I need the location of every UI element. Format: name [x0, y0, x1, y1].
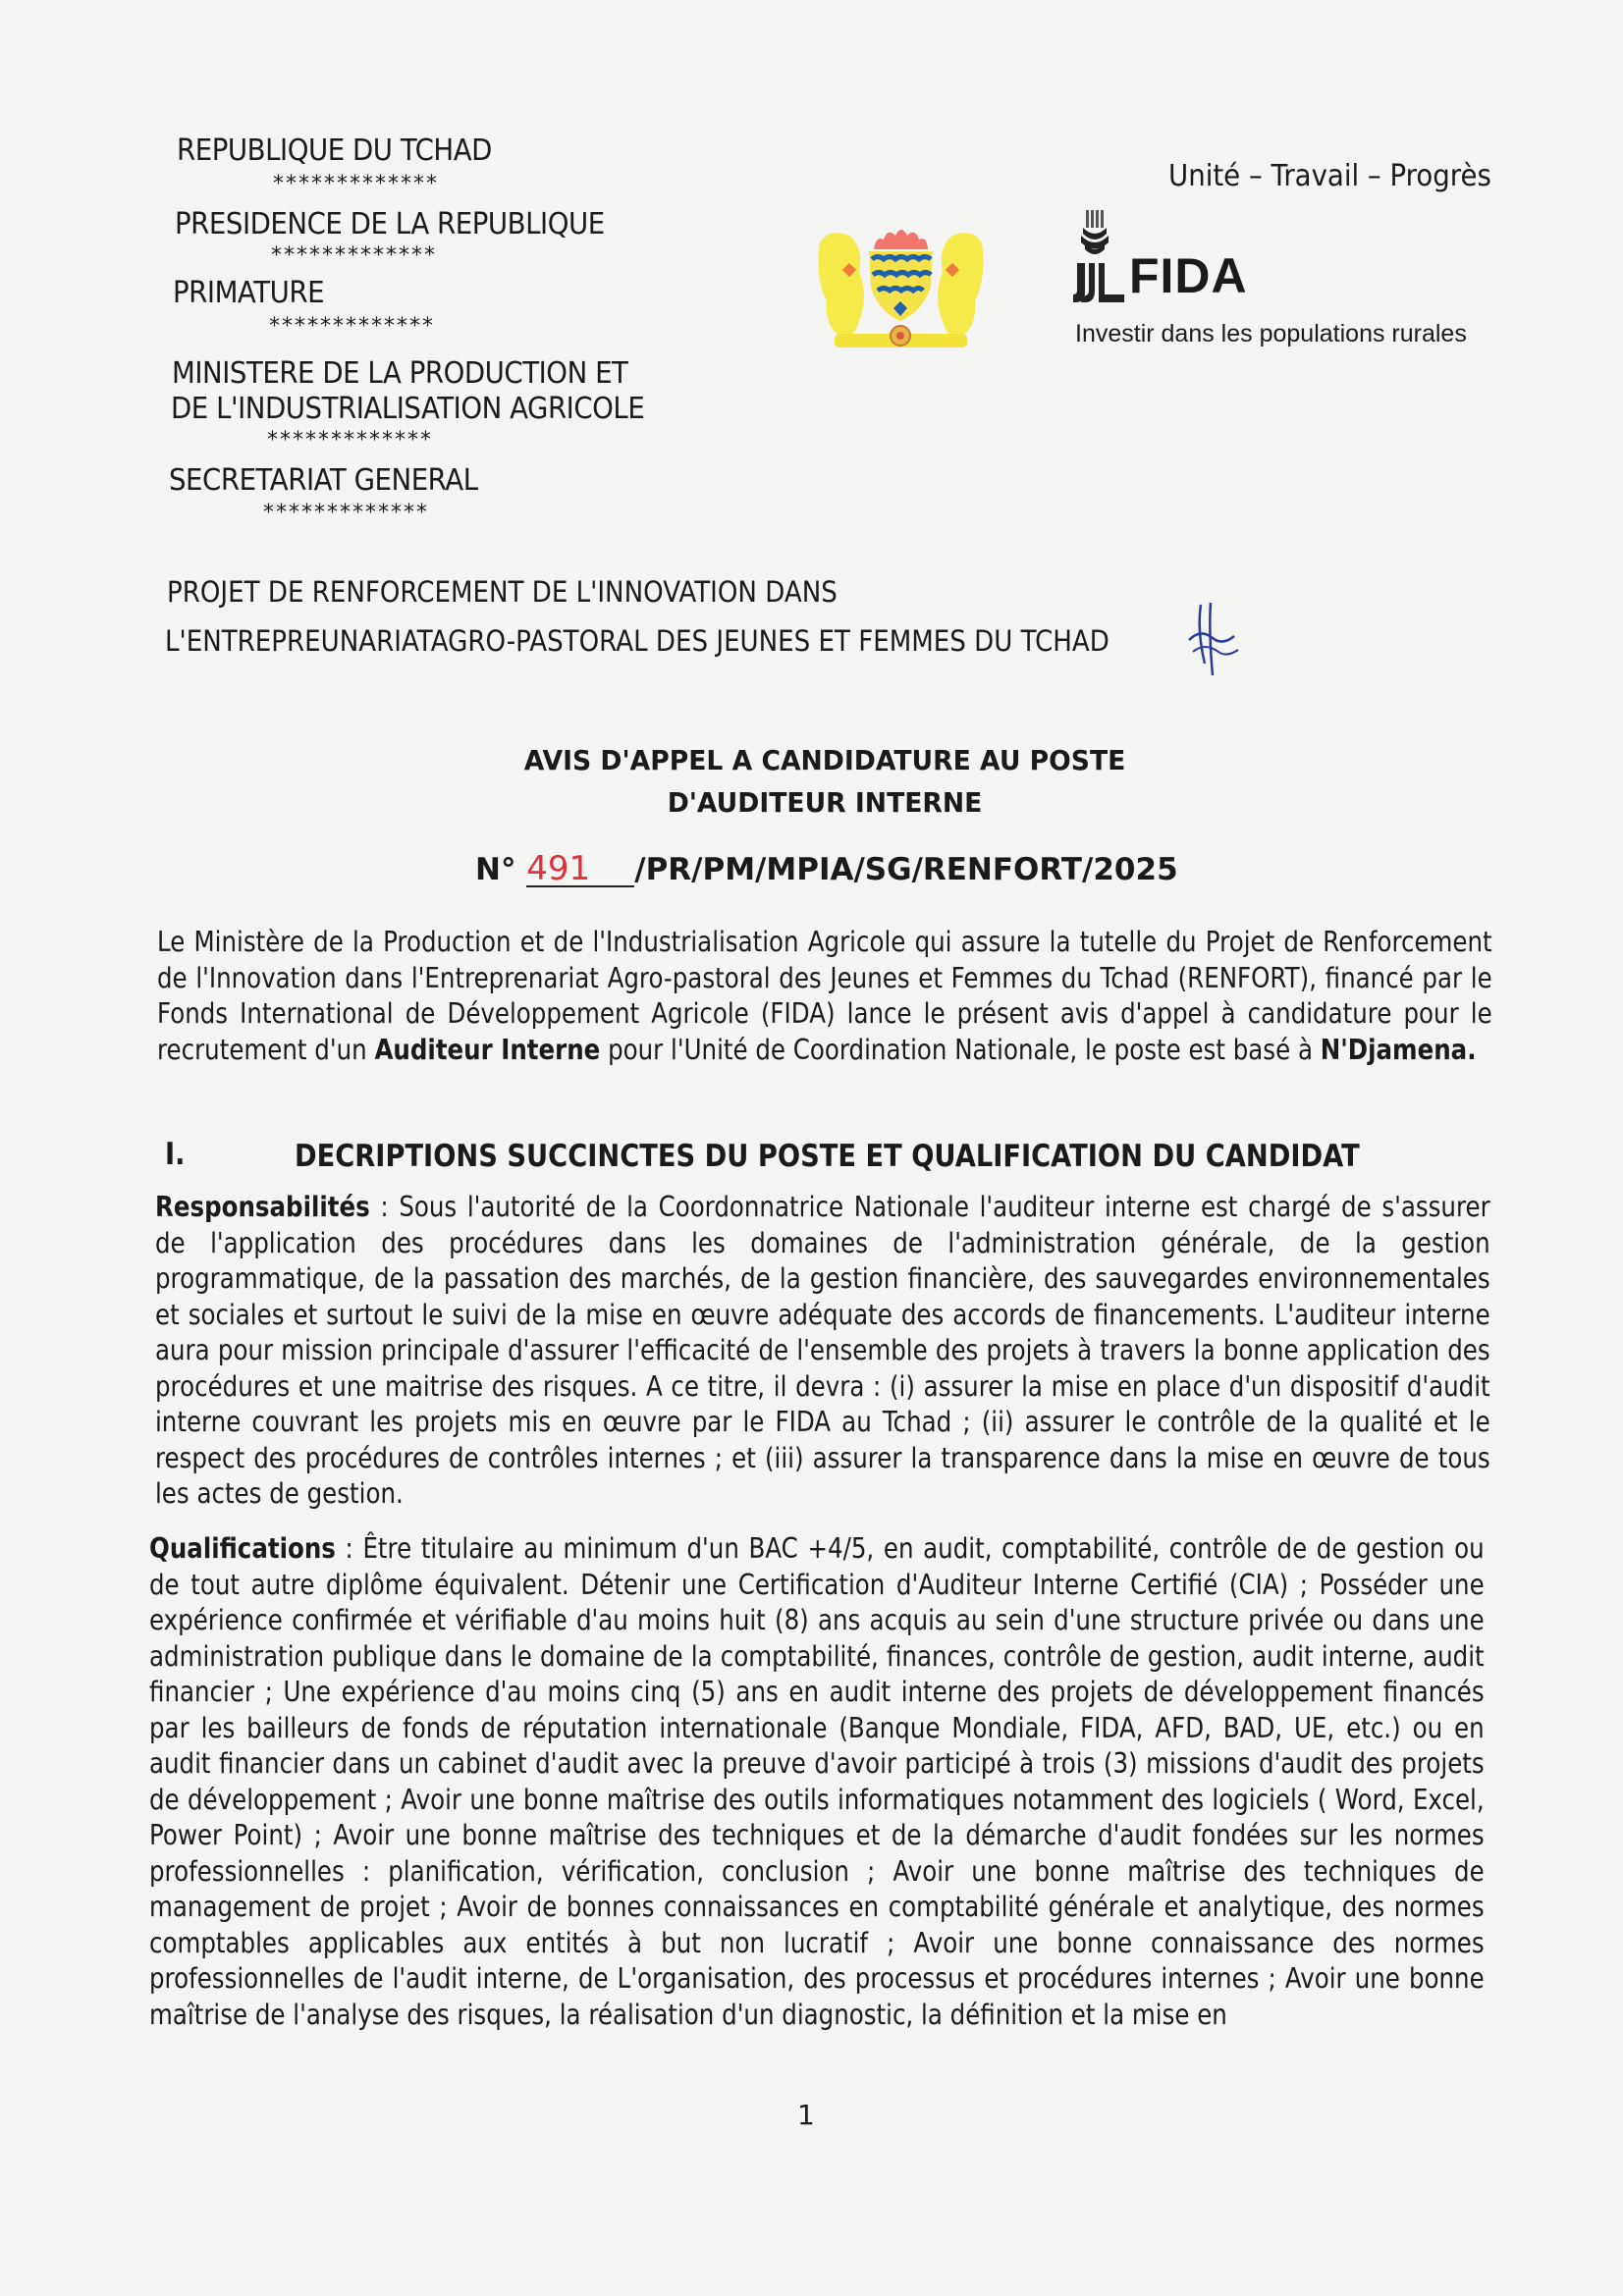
national-motto: Unité – Travail – Progrès — [1168, 159, 1491, 193]
header-primature: PRIMATURE — [173, 276, 325, 310]
header-separator: ************* — [269, 314, 435, 339]
responsibilities-label: Responsabilités — [155, 1191, 370, 1223]
header-separator: ************* — [267, 428, 433, 453]
signature-initials-icon — [1183, 601, 1242, 679]
section-title: DECRIPTIONS SUCCINCTES DU POSTE ET QUALIFICATION DU CANDIDAT — [295, 1139, 1360, 1174]
position-title: Auditeur Interne — [374, 1033, 601, 1066]
section-number: I. — [165, 1137, 186, 1172]
header-ministere-1: MINISTERE DE LA PRODUCTION ET — [172, 356, 628, 391]
qualifications-label: Qualifications — [149, 1532, 336, 1565]
header-presidence: PRESIDENCE DE LA REPUBLIQUE — [175, 207, 605, 241]
responsibilities-paragraph: Responsabilités : Sous l'autorité de la Coordonnatrice Nationale l'auditeur interne est chargé de s'assurer de l'application des procédures dans les domaines de l'administration générale, de la gestion programmatique, de la passation des marchés, de la gestion financière, des sauvegardes environnementales et sociales et surtout le suivi de la mise en œuvre adéquate des accords de financements. L'auditeur interne aura pour mission principale d'assurer l'efficacité de l'ensemble des projets à travers la bonne application des procédures et une maitrise des risques. A ce titre, il devra : (i) assurer la mise en place d'un dispositif d'audit interne couvrant les projets mis en œuvre par le FIDA au Tchad ; (ii) assurer le contrôle de la qualité et le respect des procédures de contrôles internes ; et (iii) assurer la transparence dans la mise en œuvre de tous les actes de gestion. — [155, 1191, 1490, 1510]
notice-title-line1: AVIS D'APPEL A CANDIDATURE AU POSTE — [523, 744, 1126, 776]
project-name-line2: L'ENTREPREUNARIATAGRO-PASTORAL DES JEUNES ET FEMMES DU TCHAD — [165, 624, 1109, 658]
header-separator: ************* — [273, 172, 439, 196]
ref-suffix: /PR/PM/MPIA/SG/RENFORT/2025 — [634, 852, 1178, 887]
page-number: 1 — [797, 2099, 815, 2131]
notice-title-line2: D'AUDITEUR INTERNE — [667, 786, 983, 819]
fida-tagline: Investir dans les populations rurales — [1075, 320, 1467, 347]
header-republic: REPUBLIQUE DU TCHAD — [177, 133, 492, 168]
header-ministere-2: DE L'INDUSTRIALISATION AGRICOLE — [171, 392, 645, 426]
location: N'Djamena. — [1320, 1033, 1477, 1066]
ref-prefix: N° — [475, 852, 516, 887]
qualifications-paragraph: Qualifications : Être titulaire au minimum d'un BAC +4/5, en audit, comptabilité, contrôle de de gestion ou de tout autre diplôme équivalent. Détenir une Certification d'Auditeur Interne Certifié (CIA) ; Posséder une expérience confirmée et vérifiable d'au moins huit (8) ans acquis au sein d'une structure privée ou dans une administration publique dans le domaine de la comptabilité, finances, contrôle de gestion, audit interne, audit financier ; Une expérience d'au moins cinq (5) ans en audit interne des projets de développement financés par les bailleurs de fonds de réputation internationale (Banque Mondiale, FIDA, AFD, BAD, UE, etc.) ou en audit financier dans un cabinet d'audit avec la preuve d'avoir participé à trois (3) missions d'audit des projets de développement ; Avoir une bonne maîtrise des outils informatiques notamment des logiciels ( Word, Excel, Power Point) ; Avoir une bonne maîtrise des techniques et de la démarche d'audit fondées sur les normes professionnelles : planification, vérification, conclusion ; Avoir une bonne maîtrise des techniques de management de projet ; Avoir de bonnes connaissances en comptabilité générale et analytique, des normes comptables applicables aux entités à but non lucratif ; Avoir une bonne connaissance des normes professionnelles de l'audit interne, de L'organisation, des processus et procédures internes ; Avoir une bonne maîtrise de l'analyse des risques, la réalisation d'un diagnostic, la définition et la mise en — [149, 1532, 1485, 2031]
fida-logo-text: FIDA — [1129, 248, 1248, 303]
header-separator: ************* — [263, 501, 429, 525]
header-secretariat: SECRETARIAT GENERAL — [169, 463, 478, 498]
ref-handwritten-number: 491 — [526, 852, 634, 887]
project-name-line1: PROJET DE RENFORCEMENT DE L'INNOVATION DANS — [167, 575, 838, 609]
header-separator: ************* — [271, 243, 437, 268]
chad-coat-of-arms-icon — [815, 218, 987, 355]
fida-wheat-logo-icon — [1073, 210, 1132, 304]
notice-reference-number — [475, 849, 1178, 888]
intro-paragraph: Le Ministère de la Production et de l'Industrialisation Agricole qui assure la tutelle du Projet de Renforcement de l'Innovation dans l'Entreprenariat Agro-pastoral des Jeunes et Femmes du Tchad (RENFORT), financé par le Fonds International de Développement Agricole (FIDA) lance le présent avis d'appel à candidature pour le recrutement d'un Auditeur Interne pour l'Unité de Coordination Nationale, le poste est basé à N'Djamena. — [157, 926, 1492, 1066]
